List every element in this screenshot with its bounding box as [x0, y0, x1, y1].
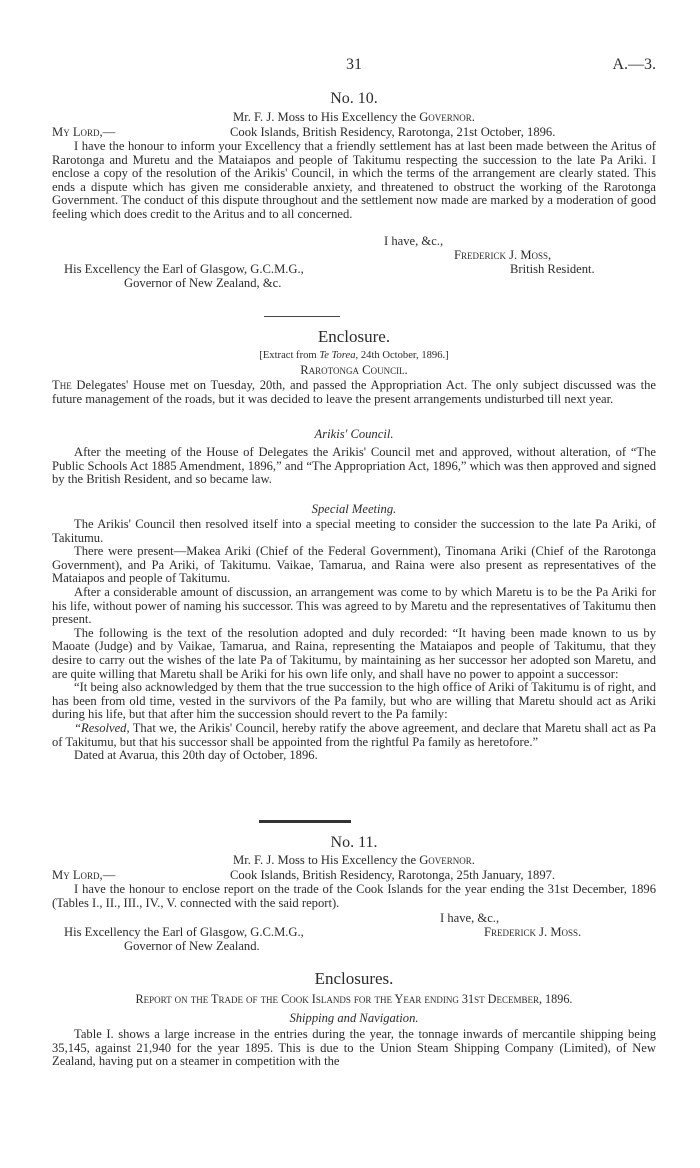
extract-note-suffix: 24th October, 1896.]	[360, 350, 449, 361]
resolution-text-paragraph: The following is the text of the resolution adopted and duly recorded: “It having been made known to us by Maoate (Judge) and by Vaikae, Tamarua, and Raina, representing the Mataiapos and people of Takitumu, that they desire to carry out the wishes of the late Pa of Takitumu, by maintaining as her successor her adopted son Maretu, and are quite willing that Maretu shall be Ariki for his own life only, and shall have no power to appoint a successor:	[52, 625, 656, 681]
council-heading: Rarotonga Council.	[300, 363, 408, 377]
letter-11-addressee-line-1: His Excellency the Earl of Glasgow, G.C.M.G.,	[64, 925, 304, 939]
special-meeting-subheading-text: Special Meeting.	[311, 502, 397, 516]
letter-10-number: No. 10.	[330, 90, 378, 107]
letter-11-title-recipient: Governor.	[419, 853, 475, 867]
delegates-paragraph-lead: The	[52, 378, 72, 392]
arikis-council-subheading-text: Arikis' Council.	[314, 427, 394, 441]
enclosures-heading: Enclosures.	[314, 969, 394, 988]
extract-note	[52, 349, 656, 363]
letter-10-title	[52, 111, 656, 125]
letter-10-signer: Frederick J. Moss,	[454, 248, 552, 262]
delegates-paragraph-text: Delegates' House met on Tuesday, 20th, and passed the Appropriation Act. The only subject discussed was the future management of the roads, but it was decided to leave the present arrangements undisturbed till next year.	[52, 378, 657, 406]
delegates-paragraph	[52, 379, 656, 406]
arikis-council-paragraph: After the meeting of the House of Delegates the Arikis' Council met and approved, without alteration, of “The Public Schools Act 1885 Amendment, 1896,” and “The Appropriation Act, 1896,” which was then approved and signed by the British Resident, and so became law.	[52, 445, 656, 487]
page-number: 31	[346, 56, 362, 73]
shipping-subheading	[52, 1012, 656, 1026]
enclosure-heading: Enclosure.	[317, 327, 391, 346]
extract-note-prefix: [Extract from	[259, 350, 317, 361]
letter-10-addressee-line-2: Governor of New Zealand, &c.	[124, 276, 282, 290]
letter-11-number: No. 11.	[330, 834, 378, 851]
letter-11-salutation: My Lord,—	[52, 868, 116, 882]
section-divider	[264, 316, 340, 317]
letter-11-title	[52, 854, 656, 868]
letter-10-signer-title: British Resident.	[510, 262, 595, 276]
letter-11-signer: Frederick J. Moss.	[484, 925, 582, 939]
trade-report-title: Report on the Trade of the Cook Islands for the Year ending 31st December, 1896.	[135, 992, 573, 1006]
attendees-paragraph: There were present—Makea Ariki (Chief of the Federal Government), Tinomana Ariki (Chief of the Rarotonga Government), and Pa Ariki, of Takitumu. Vaikae, Tamarua, and Raina were also present as representatives of the Mataiapos and people of Takitumu.	[52, 544, 656, 586]
letter-11-place-date: Cook Islands, British Residency, Rarotonga, 25th January, 1897.	[230, 868, 556, 882]
letter-10-closing: I have, &c.,	[384, 234, 444, 248]
letter-10-body: I have the honour to inform your Excellency that a friendly settlement has at last been made between the Aritus of Rarotonga and Muretu and the Mataiapos and people of Takitumu respecting the succession to the late Pa Ariki. I enclose a copy of the resolution of the Arikis' Council, in which the terms of the arrangement are clearly stated. This ends a dispute which has given me considerable anxiety, and threatened to obstruct the working of the Rarotonga Government. The conduct of this dispute throughout and the settlement now made are marked by a moderation of good feeling which does credit to the Aritus and to all concerned.	[52, 139, 656, 221]
resolved-text: That we, the Arikis' Council, hereby ratify the above agreement, and declare that Maretu shall act as Pa of Takitumu, but that his successor shall be appointed from the rightful Pa family as heretofore.”	[52, 720, 656, 749]
letter-10-addressee-line-1: His Excellency the Earl of Glasgow, G.C.M.G.,	[64, 262, 304, 276]
letter-11-body: I have the honour to enclose report on the trade of the Cook Islands for the year ending the 31st December, 1896 (Tables I., II., III., IV., V. connected with the said report).	[52, 882, 656, 910]
section-divider-thick	[259, 820, 351, 823]
series-code: A.—3.	[612, 56, 656, 73]
resolved-paragraph	[52, 722, 656, 749]
shipping-paragraph: Table I. shows a large increase in the entries during the year, the tonnage inwards of mercantile shipping being 35,145, against 21,940 for the year 1895. This is due to the Union Steam Shipping Company (Limited), of New Zealand, having put on a steamer in competition with the	[52, 1027, 656, 1069]
arikis-council-subheading	[52, 428, 656, 442]
letter-10-title-recipient: Governor.	[419, 110, 475, 124]
letter-11-addressee-line-2: Governor of New Zealand.	[124, 939, 260, 953]
letter-10-place-date: Cook Islands, British Residency, Rarotonga, 21st October, 1896.	[230, 125, 556, 139]
letter-11-title-text: Mr. F. J. Moss to His Excellency the	[233, 853, 417, 867]
dated-line: Dated at Avarua, this 20th day of October, 1896.	[74, 748, 318, 763]
succession-paragraph: “It being also acknowledged by them that the true succession to the high office of Ariki of Takitumu is of right, and has been from old time, vested in the survivors of the Pa family, but who are willing that Maretu should act as Ariki during his life, but that after him the succession should revert to the Pa family:	[52, 680, 656, 722]
letter-10-salutation: My Lord,—	[52, 125, 116, 139]
arrangement-paragraph: After a considerable amount of discussion, an arrangement was come to by which Maretu is to be the Pa Ariki for his life, without power of naming his successor. This was agreed to by Maretu and the representatives of Takitumu then present.	[52, 584, 656, 627]
letter-10-title-text: Mr. F. J. Moss to His Excellency the	[233, 110, 417, 124]
extract-note-source: Te Torea,	[319, 350, 359, 361]
letter-11-closing: I have, &c.,	[440, 911, 500, 925]
special-meeting-body	[52, 518, 656, 763]
shipping-subheading-text: Shipping and Navigation.	[289, 1011, 419, 1025]
resolved-lead: “Resolved,	[74, 720, 130, 735]
special-meeting-subheading	[52, 503, 656, 517]
special-meeting-paragraph: The Arikis' Council then resolved itself into a special meeting to consider the succession to the late Pa Ariki, of Takitumu.	[52, 517, 656, 545]
